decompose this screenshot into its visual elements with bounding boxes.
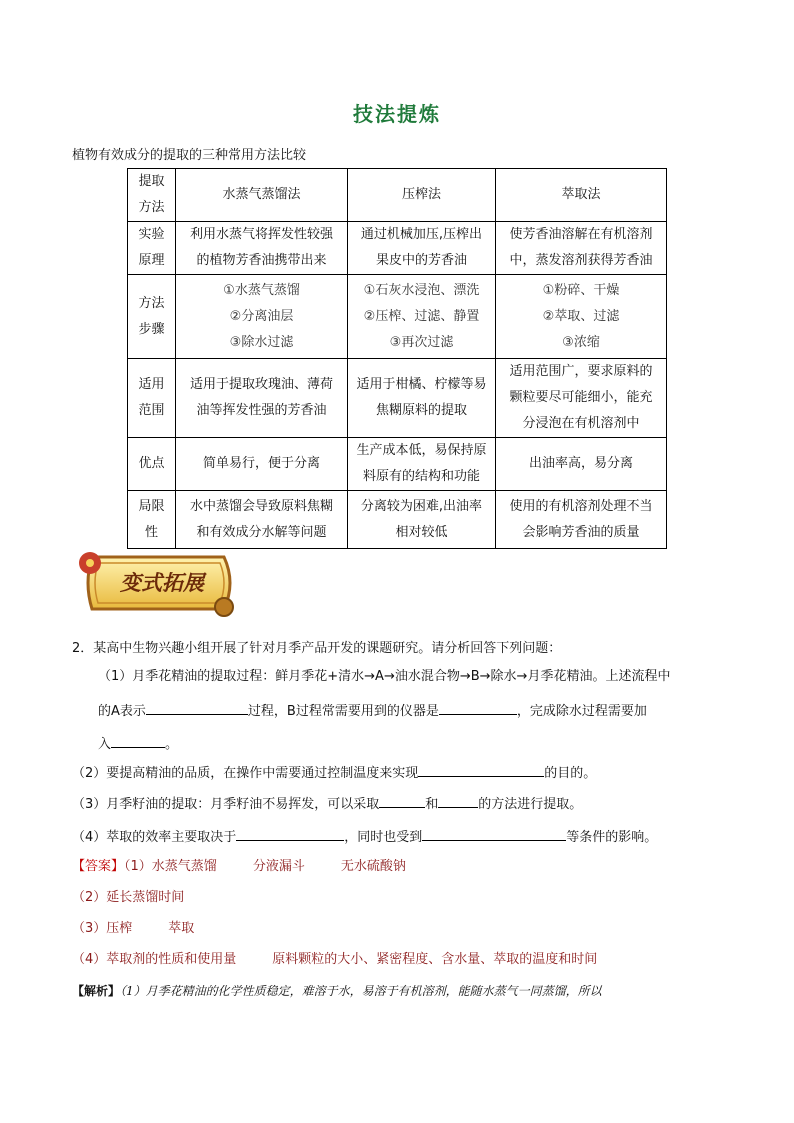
coin-icon [215, 598, 233, 616]
cell-text: 实验 [138, 227, 165, 242]
table-cell [128, 491, 176, 549]
cell-text: ①粉碎、干燥 [542, 282, 620, 298]
cell-text: 简单易行，便于分离 [202, 456, 320, 471]
cell-text: 范围 [138, 403, 165, 418]
cell-text: 优点 [138, 456, 165, 471]
cell-text: ②分离油层 [229, 308, 294, 324]
table-cell [496, 491, 667, 549]
cell-text: 利用水蒸气将挥发性较强 [189, 227, 333, 242]
table-row [128, 359, 667, 438]
cell-text: ①水蒸气蒸馏 [223, 282, 300, 298]
question-p3: （3）月季籽油的提取：月季籽油不易挥发，可以采取 和 的方法进行提取。 [72, 793, 582, 814]
answer-line-4: （4）萃取剂的性质和使用量 原料颗粒的大小、紧密程度、含水量、萃取的温度和时间 [72, 952, 598, 967]
cell-text: 步骤 [138, 321, 165, 337]
cell-text: 性 [144, 524, 158, 540]
comparison-table [127, 168, 667, 549]
table-cell [348, 222, 496, 275]
table-cell [348, 275, 496, 359]
cell-text: 萃取法 [561, 187, 601, 202]
cell-text: 生产成本低，易保持原 [356, 443, 487, 458]
cell-text: 通过机械加压,压榨出 [360, 227, 483, 242]
answer-blank[interactable] [379, 793, 425, 808]
answer-blank[interactable] [111, 733, 165, 748]
cell-text: 分离较为困难,出油率 [360, 498, 483, 514]
question-p1-line1: （1）月季花精油的提取过程：鲜月季花+清水→A→油水混合物→B→除水→月季花精油。上述流程中 [98, 669, 671, 684]
cell-text: 料原有的结构和功能 [362, 469, 480, 484]
cell-text: 颗粒要尽可能细小，能充 [509, 390, 653, 405]
cell-text: ②压榨、过滤、静置 [363, 308, 480, 324]
table-cell [348, 359, 496, 438]
cell-text: 水蒸气蒸馏法 [222, 187, 301, 202]
question-p4: （4）萃取的效率主要取决于 ，同时也受到 等条件的影响。 [72, 826, 657, 847]
cell-text: 使用的有机溶剂处理不当 [509, 498, 653, 514]
cell-text: 会影响芳香油的质量 [522, 524, 640, 540]
cell-text: 原理 [138, 253, 165, 268]
cell-text: 方法 [138, 295, 165, 311]
table-cell [496, 169, 667, 222]
question-p1-line2: 的A表示 过程，B过程常需要用到的仪器是 ，完成除水过程需要加 [98, 700, 647, 721]
cell-text: 局限 [138, 498, 165, 514]
table-header-row [128, 169, 667, 222]
cell-text: 适用于提取玫瑰油、薄荷 [189, 377, 333, 392]
cell-text: 油等挥发性强的芳香油 [196, 403, 327, 418]
table-row [128, 491, 667, 549]
answer-blank[interactable] [439, 700, 517, 715]
cell-text: 相对较低 [395, 524, 448, 540]
cell-text: 使芳香油溶解在有机溶剂 [509, 227, 653, 242]
answer-line-2: （2）延长蒸馏时间 [72, 890, 185, 905]
cell-text: 和有效成分水解等问题 [196, 524, 327, 540]
table-cell [496, 275, 667, 359]
cell-text: 提取 [138, 174, 165, 189]
cell-text: 中，蒸发溶剂获得芳香油 [509, 253, 653, 268]
question-stem: 2．某高中生物兴趣小组开展了针对月季产品开发的课题研究。请分析回答下列问题： [72, 641, 562, 656]
table-cell [176, 359, 348, 438]
answer-blank[interactable] [236, 826, 344, 841]
cell-text: 的植物芳香油携带出来 [196, 253, 327, 268]
question-p2: （2）要提高精油的品质，在操作中需要通过控制温度来实现 的目的。 [72, 762, 596, 783]
answer-line-3: （3）压榨 萃取 [72, 921, 195, 936]
banner-text: 变式拓展 [120, 570, 204, 595]
table-cell [176, 491, 348, 549]
cell-text: ③除水过滤 [229, 334, 294, 350]
cell-text: 适用于柑橘、柠檬等易 [356, 377, 487, 392]
table-cell [496, 438, 667, 491]
table-cell [128, 359, 176, 438]
cell-text: ①石灰水浸泡、漂洗 [363, 282, 480, 298]
cell-text: 方法 [138, 200, 165, 215]
table-cell [128, 169, 176, 222]
table-cell [176, 169, 348, 222]
table-row [128, 438, 667, 491]
table-cell [348, 491, 496, 549]
analysis-text: 【解析】（1）月季花精油的化学性质稳定，难溶于水，易溶于有机溶剂，能随水蒸气一同蒸馏，所以 [72, 984, 602, 998]
cell-text: 适用 [138, 377, 165, 392]
answer-line-1: 【答案】（1）水蒸气蒸馏 分液漏斗 无水硫酸钠 [72, 859, 406, 874]
cell-text: 适用范围广，要求原料的 [509, 364, 653, 379]
cell-text: ③浓缩 [562, 334, 600, 350]
table-cell [128, 275, 176, 359]
question-p1-line3: 入 。 [98, 733, 178, 754]
table-cell [176, 438, 348, 491]
intro-text: 植物有效成分的提取的三种常用方法比较 [72, 148, 307, 163]
cell-text: 压榨法 [401, 187, 441, 202]
table-cell [176, 222, 348, 275]
answer-blank[interactable] [418, 762, 544, 777]
cell-text: ②萃取、过滤 [542, 308, 620, 324]
page-title: 技法提炼 [353, 102, 441, 126]
cell-text: 分浸泡在有机溶剂中 [522, 416, 640, 431]
cell-text: 果皮中的芳香油 [375, 253, 467, 268]
table-row [128, 222, 667, 275]
cell-text: 焦糊原料的提取 [375, 403, 467, 418]
cell-text: 出油率高，易分离 [528, 456, 633, 471]
table-cell [128, 438, 176, 491]
table-cell [496, 359, 667, 438]
table-cell [128, 222, 176, 275]
table-cell [348, 438, 496, 491]
answer-blank[interactable] [422, 826, 566, 841]
table-cell [496, 222, 667, 275]
answer-blank[interactable] [438, 793, 478, 808]
cell-text: 水中蒸馏会导致原料焦糊 [189, 498, 333, 514]
variation-banner [74, 549, 244, 617]
answer-blank[interactable] [146, 700, 248, 715]
cell-text: ③再次过滤 [389, 334, 454, 350]
table-cell [348, 169, 496, 222]
table-cell [176, 275, 348, 359]
table-row [128, 275, 667, 359]
